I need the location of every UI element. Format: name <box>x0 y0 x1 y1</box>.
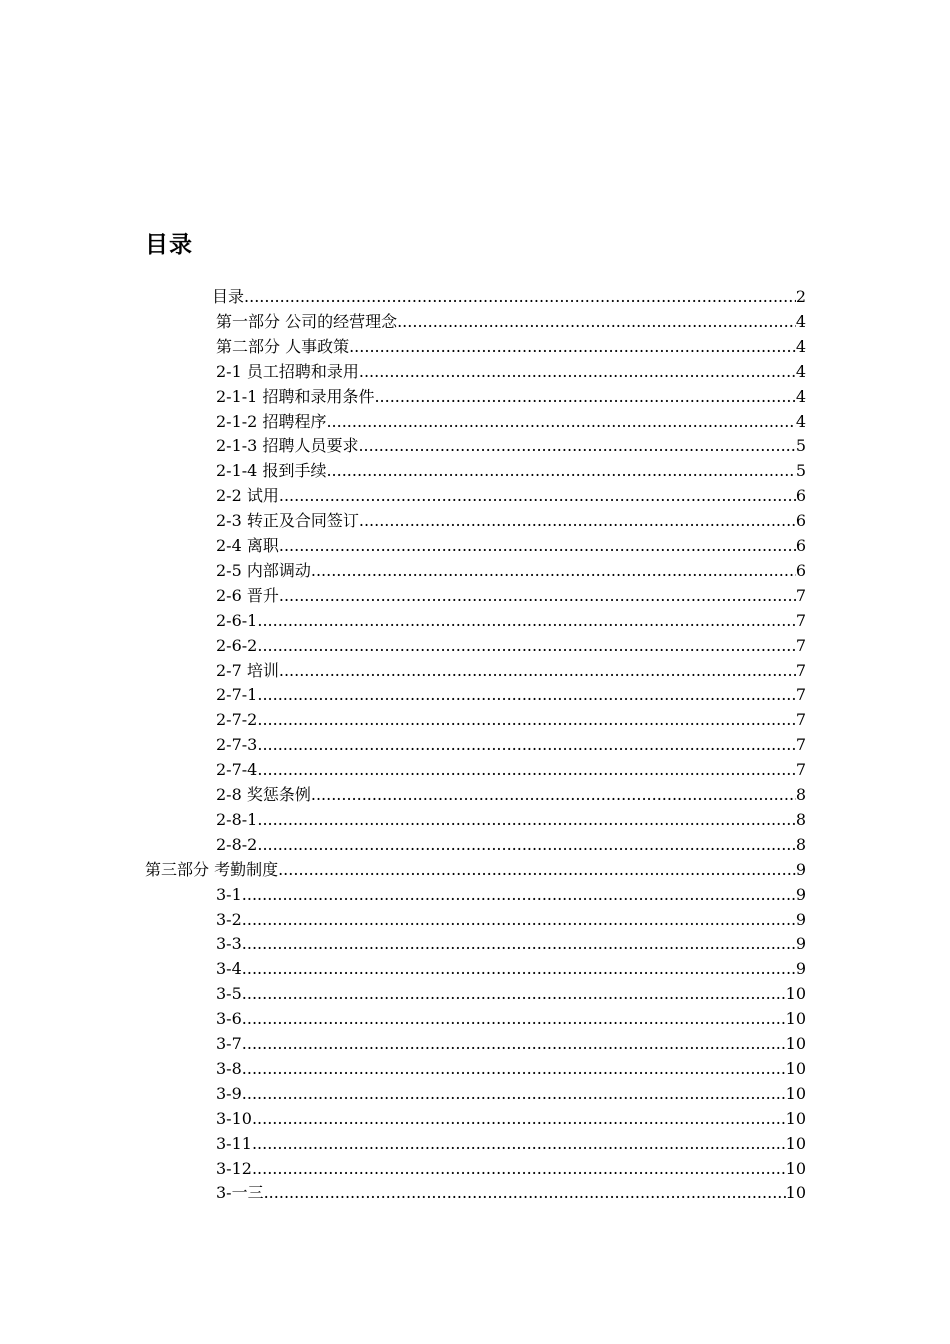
toc-entry[interactable] <box>216 659 806 683</box>
toc-entry[interactable] <box>216 434 806 458</box>
toc-dot-leader <box>397 310 796 334</box>
toc-dot-leader <box>349 335 796 359</box>
toc-entry[interactable] <box>216 957 806 981</box>
toc-dot-leader <box>279 584 796 608</box>
toc-entry-page: 7 <box>795 610 806 630</box>
toc-entry-label: 2-7-3 <box>216 735 258 755</box>
toc-dot-leader <box>242 982 786 1006</box>
toc-entry-label: 2-1-1 招聘和录用条件 <box>216 386 375 406</box>
toc-entry-page: 5 <box>795 461 806 481</box>
toc-entry-label: 2-4 离职 <box>216 536 279 555</box>
toc-entry-label: 3-10 <box>216 1108 252 1128</box>
toc-entry[interactable] <box>216 459 806 483</box>
toc-entry-page: 7 <box>795 685 806 705</box>
toc-dot-leader <box>326 410 795 434</box>
toc-entry-page: 4 <box>795 311 806 331</box>
toc-entry[interactable] <box>216 559 806 583</box>
toc-entry[interactable] <box>216 932 806 956</box>
toc-entry-label: 3-11 <box>216 1133 252 1153</box>
toc-entry-label: 2-7-1 <box>216 685 258 705</box>
toc-entry-label: 2-2 试用 <box>216 486 279 506</box>
toc-entry[interactable] <box>216 335 806 359</box>
toc-entry[interactable] <box>216 534 806 558</box>
toc-entry-label: 目录 <box>212 287 245 306</box>
toc-entry-label: 3-3 <box>216 934 242 954</box>
toc-entry-page: 10 <box>785 1058 806 1078</box>
toc-entry-page: 9 <box>795 884 806 904</box>
toc-entry-label: 3-一三 <box>216 1183 264 1203</box>
toc-entry[interactable] <box>216 982 806 1006</box>
toc-entry-page: 7 <box>795 710 806 730</box>
toc-dot-leader <box>257 609 795 633</box>
toc-dot-leader <box>264 1181 786 1205</box>
toc-dot-leader <box>257 683 795 707</box>
toc-entry[interactable] <box>216 808 806 832</box>
toc-entry-label: 2-7-2 <box>216 710 258 730</box>
toc-entry-page: 7 <box>795 735 806 755</box>
toc-entry-page: 10 <box>785 1133 806 1153</box>
toc-dot-leader <box>279 484 796 508</box>
toc-dot-leader <box>311 559 796 583</box>
toc-entry-page: 4 <box>795 411 806 431</box>
toc-entry[interactable] <box>216 634 806 658</box>
toc-entry[interactable] <box>216 1082 806 1106</box>
toc-entry[interactable] <box>216 385 806 409</box>
toc-dot-leader <box>279 534 796 558</box>
toc-entry-page: 8 <box>795 785 806 804</box>
toc-entry[interactable] <box>216 484 806 508</box>
toc-dot-leader <box>252 1107 786 1131</box>
toc-entry-label: 2-8-1 <box>216 809 258 829</box>
toc-entry[interactable] <box>216 1132 806 1156</box>
toc-entry[interactable] <box>145 858 806 882</box>
toc-entry-label: 2-1 员工招聘和录用 <box>216 361 359 381</box>
toc-entry-page: 6 <box>795 560 806 580</box>
toc-entry[interactable] <box>216 584 806 608</box>
toc-entry-label: 2-5 内部调动 <box>216 560 311 580</box>
toc-dot-leader <box>242 908 796 932</box>
toc-dot-leader <box>257 833 795 857</box>
toc-entry[interactable] <box>216 883 806 907</box>
toc-dot-leader <box>252 1157 786 1181</box>
toc-entry[interactable] <box>216 833 806 857</box>
toc-dot-leader <box>257 758 795 782</box>
toc-entry[interactable] <box>216 783 806 807</box>
toc-entry-label: 3-12 <box>216 1158 252 1178</box>
toc-entry-page: 9 <box>795 959 806 979</box>
toc-dot-leader <box>257 634 795 658</box>
toc-entry-page: 6 <box>795 486 806 506</box>
toc-entry-page: 10 <box>785 984 806 1004</box>
toc-entry-page: 7 <box>795 635 806 655</box>
toc-dot-leader <box>374 385 795 409</box>
toc-dot-leader <box>257 708 795 732</box>
toc-entry[interactable] <box>216 1181 806 1205</box>
toc-entry[interactable] <box>212 285 806 309</box>
toc-entry-label: 2-8 奖惩条例 <box>216 785 311 804</box>
toc-entry-label: 3-8 <box>216 1058 242 1078</box>
toc-entry-label: 3-6 <box>216 1009 242 1029</box>
toc-entry-page: 10 <box>785 1183 806 1203</box>
toc-entry-page: 6 <box>795 536 806 555</box>
toc-entry-page: 7 <box>795 585 806 605</box>
toc-entry[interactable] <box>216 310 806 334</box>
toc-entry-page: 10 <box>785 1009 806 1029</box>
toc-entry-page: 5 <box>795 436 806 456</box>
toc-entry[interactable] <box>216 1032 806 1056</box>
toc-dot-leader <box>242 883 796 907</box>
toc-entry-label: 2-6-1 <box>216 610 258 630</box>
toc-entry-label: 2-3 转正及合同签订 <box>216 511 359 531</box>
toc-dot-leader <box>242 1057 786 1081</box>
toc-entry[interactable] <box>216 1107 806 1131</box>
toc-entry-label: 第一部分 公司的经营理念 <box>216 311 398 331</box>
toc-dot-leader <box>359 360 796 384</box>
toc-dot-leader <box>358 434 795 458</box>
toc-entry[interactable] <box>216 758 806 782</box>
toc-dot-leader <box>242 932 796 956</box>
toc-entry-label: 3-9 <box>216 1083 242 1103</box>
toc-entry[interactable] <box>216 609 806 633</box>
toc-entry-page: 7 <box>795 760 806 780</box>
toc-entry-page: 4 <box>795 386 806 406</box>
toc-dot-leader <box>326 459 795 483</box>
toc-dot-leader <box>257 808 795 832</box>
toc-entry-label: 2-6-2 <box>216 635 258 655</box>
toc-entry-page: 7 <box>795 660 806 680</box>
toc-entry[interactable] <box>216 1157 806 1181</box>
toc-entry-page: 2 <box>795 287 806 306</box>
toc-entry-label: 2-1-3 招聘人员要求 <box>216 436 359 456</box>
page-title: 目录 <box>145 232 193 258</box>
toc-entry-page: 9 <box>795 934 806 954</box>
toc-entry-label: 第二部分 人事政策 <box>216 336 350 356</box>
toc-dot-leader <box>242 957 796 981</box>
toc-entry[interactable] <box>216 908 806 932</box>
toc-entry[interactable] <box>216 683 806 707</box>
toc-entry-label: 2-6 晋升 <box>216 585 279 605</box>
toc-dot-leader <box>252 1132 786 1156</box>
toc-dot-leader <box>242 1082 786 1106</box>
toc-entry-label: 2-7 培训 <box>216 660 279 680</box>
toc-entry-page: 10 <box>785 1158 806 1178</box>
toc-entry-page: 9 <box>795 909 806 929</box>
toc-entry-page: 4 <box>795 336 806 356</box>
toc-entry[interactable] <box>216 1007 806 1031</box>
toc-entry-label: 2-7-4 <box>216 760 258 780</box>
toc-dot-leader <box>257 733 795 757</box>
toc-entry[interactable] <box>216 410 806 434</box>
toc-dot-leader <box>359 509 796 533</box>
toc-dot-leader <box>278 858 796 882</box>
toc-entry-page: 10 <box>785 1034 806 1053</box>
toc-dot-leader <box>244 285 796 309</box>
toc-entry-label: 2-1-2 招聘程序 <box>216 411 327 431</box>
toc-entry-label: 第三部分 考勤制度 <box>145 859 279 879</box>
toc-entry[interactable] <box>216 360 806 384</box>
toc-entry[interactable] <box>216 509 806 533</box>
toc-entry-label: 2-8-2 <box>216 834 258 854</box>
toc-entry-page: 10 <box>785 1108 806 1128</box>
toc-dot-leader <box>279 659 796 683</box>
toc-entry-label: 3-5 <box>216 984 242 1004</box>
toc-entry-page: 9 <box>795 859 806 879</box>
toc-entry-page: 4 <box>795 361 806 381</box>
toc-dot-leader <box>311 783 796 807</box>
toc-entry-label: 2-1-4 报到手续 <box>216 461 327 481</box>
toc-entry[interactable] <box>216 733 806 757</box>
toc-entry-page: 6 <box>795 511 806 531</box>
toc-entry-label: 3-2 <box>216 909 242 929</box>
toc-entry-page: 8 <box>795 834 806 854</box>
toc-dot-leader <box>242 1007 786 1031</box>
toc-entry-label: 3-7 <box>216 1034 242 1053</box>
toc-entry-label: 3-4 <box>216 959 242 979</box>
toc-entry-page: 8 <box>795 809 806 829</box>
toc-entry[interactable] <box>216 1057 806 1081</box>
toc-entry-page: 10 <box>785 1083 806 1103</box>
toc-entry[interactable] <box>216 708 806 732</box>
toc-dot-leader <box>242 1032 786 1056</box>
toc-entry-label: 3-1 <box>216 884 242 904</box>
